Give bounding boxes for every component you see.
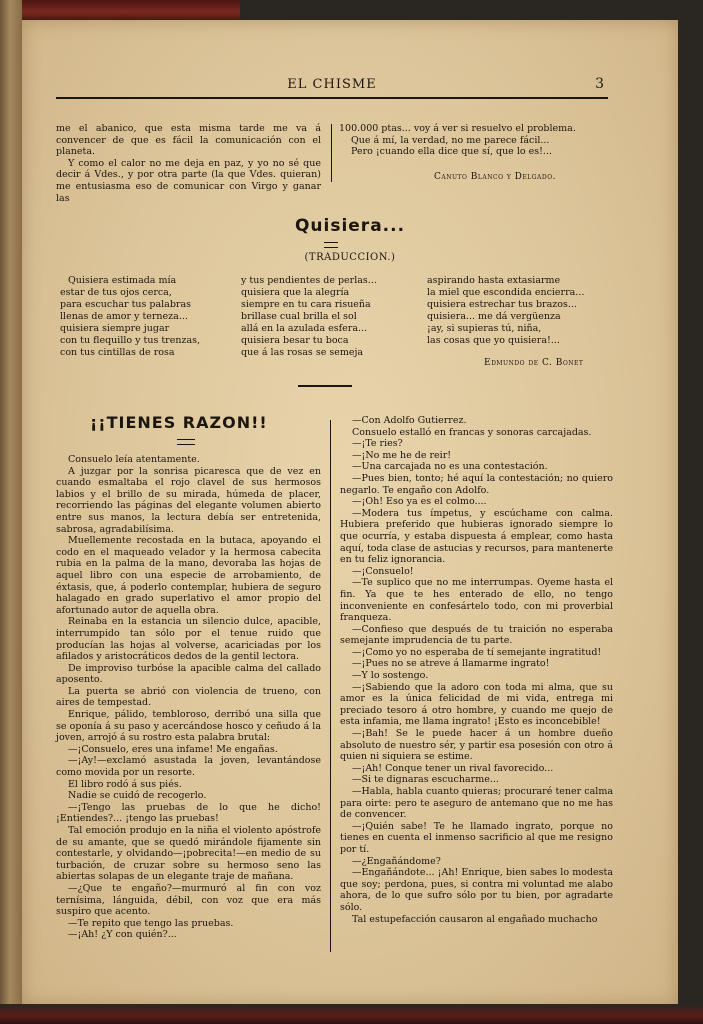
verse-line: la miel que escondida encierra... [427,287,585,298]
paragraph: —Te repito que tengo las pruebas. [68,917,234,929]
paragraph: —¡Ay!—exclamó asustada la joven, levantándose como movida por un resorte. [56,755,321,779]
verse-line: quisiera... me dá vergüenza [427,311,561,322]
paragraph: —¡Te ries? [352,438,403,450]
paragraph: Y como el calor no me deja en paz, y yo no sé que decir á Vdes., y por otra parte (la que Vdes. quieran) me entusiasma eso de comunicar con Virgo y ganar las [56,157,321,204]
poem-subtitle: (TRADUCCION.) [304,252,396,263]
paragraph: —Con Adolfo Gutierrez. [352,415,467,426]
paragraph: A juzgar por la sonrisa picaresca que de vez en cuando esmaltaba el rojo clavel de sus hermosos labios y el brillo de su mirada, húmeda de placer, recorriendo las páginas del elegante volumen abierto entre sus manos, la lectura debía ser entretenida, sabrosa, agradabilísima. [56,465,321,535]
verse-line: con tu flequillo y tus trenzas, [60,335,201,346]
poem-stanza-3 [427,275,584,347]
paragraph: —Pues bien, tonto; hé aquí la contestación; no quiero negarlo. Te engaño con Adolfo. [340,472,613,496]
title-ornament [324,242,338,248]
publication-title: EL CHISME [287,77,377,92]
paragraph: —¡Oh! Eso ya es el colmo.... [352,496,487,508]
paragraph: La puerta se abrió con violencia de trueno, con aires de tempestad. [56,685,321,709]
paragraph: —¡Consuelo! [352,565,414,577]
paragraph: —¿Engañándome? [352,855,441,867]
paragraph: —Te suplico que no me interrumpas. Oyeme hasta el fin. Ya que te hes enterado de ello, no tengo inconveniente en confesártelo todo, con mi proverbial franqueza. [340,577,613,624]
verse-line: siempre en tu cara risueña [241,299,371,310]
story-title: ¡¡TIENES RAZON!! [90,413,268,432]
text-line: Pero ¡cuando ella dice que sí, que lo es!... [351,146,552,158]
verse-line: con tus cintillas de rosa [60,347,175,358]
verse-line: aspirando hasta extasiarme [427,275,561,286]
poem-title: Quisiera... [294,216,406,236]
paragraph: me el abanico, que esta misma tarde me va á convencer de que es fácil la comunicación con el planeta. [56,123,321,158]
poem-stanza-2 [241,275,377,359]
newspaper-page [22,20,678,1006]
paragraph: Nadie se cuidó de recogerlo. [68,790,207,802]
book-bottom-band [0,1004,703,1024]
verse-line: las cosas que yo quisiera!... [427,335,560,346]
book-spine-band [0,0,240,22]
text-line: 100.000 ptas... voy á ver si resuelvo el problema. [339,123,576,134]
verse-line: que á las rosas se semeja [241,347,364,358]
paragraph: De improviso turbóse la apacible calma del callado aposento. [56,662,321,686]
verse-line: quisiera estrechar tus brazos... [427,299,577,310]
paragraph: —¡Como yo no esperaba de tí semejante ingratitud! [352,646,602,658]
page-number: 3 [595,76,604,92]
paragraph: —Y lo sostengo. [352,670,429,682]
verse-line: ¡ay, si supieras tú, niña, [427,323,542,334]
verse-line: llenas de amor y terneza... [60,311,188,322]
paragraph: —¡Consuelo, eres una infame! Me engañas. [68,743,278,755]
section-separator [298,385,352,387]
paragraph: Consuelo leía atentamente. [68,454,200,465]
paragraph: —Engañándote... ¡Ah! Enrique, bien sabes lo modesta que soy; perdona, pues, si contra mi voluntad me alabo ahora, de lo que sufro sólo por tu bien, por agradarte sólo. [340,867,613,913]
paragraph: —Una carcajada no es una contestación. [352,461,548,473]
story-right-column [340,415,613,925]
paragraph: —¡Sabiendo que la adoro con toda mi alma, que su amor es la única felicidad de mi vida, entrega mi preciado tesoro á otro hombre, y cuando me quejo de esta infamia, me llama ingrato! ¡Esto es inconcebible! [340,681,613,728]
paragraph: Tal estupefacción causaron al engañado muchacho [352,913,598,925]
poem-stanza-1 [60,275,200,359]
verse-line: y tus pendientes de perlas... [241,275,377,286]
paragraph: —¡No me he de reir! [352,449,452,461]
poem-signature: Edmundo de C. Bonet [484,358,584,368]
book-gutter [0,0,22,1024]
verse-line: allá en la azulada esfera... [241,323,368,334]
top-right-column [339,123,614,158]
paragraph: —¡Pues no se atreve á llamarme ingrato! [352,658,550,670]
paragraph: —Si te dignaras escucharme... [352,774,499,786]
paragraph: Reinaba en la estancia un silencio dulce, apacible, interrumpido tan sólo por el tenue ruido que producían las hojas al volverse, acariciadas por los afilados y aristocráticos dedos de la gentil lectora. [56,616,321,663]
text-line: Que á mí, la verdad, no me parece fácil... [351,134,550,146]
verse-line: quisiera besar tu boca [241,335,349,346]
paragraph: —Modera tus ímpetus, y escúchame con calma. Hubiera preferido que hubieras ignorado siempre lo que ocurría, y estaba dispuesta á emplear, como hasta aquí, toda clase de astucias y recursos, para mantenerte en tu feliz ignorancia. [340,507,613,566]
paragraph: —¡Ah! Conque tener un rival favorecido... [352,762,554,774]
paragraph: —¿Que te engaño?—murmuró al fin con voz ternísima, lánguida, débil, con voz que era más suspiro que acento. [56,882,321,918]
paragraph: —¡Ah! ¿Y con quién?... [68,929,177,941]
paragraph: —Habla, habla cuanto quieras; procuraré tener calma para oirte: pero te aseguro de antemano que no me has de convencer. [340,786,613,821]
paragraph: Tal emoción produjo en la niña el violento apóstrofe de su amante, que se quedó mirándole fijamente sin contestarle, y olvidando—¡pobrecita!—en medio de su turbación, de cruzar sobre su hermoso seno las abiertas solapas de un elegante traje de mañana. [56,825,321,883]
paragraph: El libro rodó á sus piés. [68,778,182,790]
column-divider [330,420,331,952]
author-signature: Canuto Blanco y Delgado. [434,172,556,182]
column-divider [331,124,332,182]
verse-line: quisiera siempre jugar [60,323,170,334]
paragraph: —Confieso que después de tu traición no esperaba semejante imprudencia de tu parte. [340,623,613,647]
verse-line: Quisiera estimada mía [68,275,177,286]
paragraph: —¡Tengo las pruebas de lo que he dicho! ¡Entiendes?... ¡tengo las pruebas! [56,801,321,825]
verse-line: para escuchar tus palabras [60,299,192,310]
paragraph: Consuelo estalló en francas y sonoras carcajadas. [352,426,592,438]
paragraph: —¡Quién sabe! Te he llamado ingrato, porque no tienes en cuenta el inmenso sacrificio al que me resigno por tí. [340,820,613,855]
top-left-column [56,123,321,204]
story-left-column [56,454,321,941]
header-rule [56,97,608,99]
paragraph: Enrique, pálido, tembloroso, derribó una silla que se oponía á su paso y acercándose hosco y ceñudo á la joven, arrojó á su rostro esta palabra brutal: [56,709,321,744]
paragraph: —¡Bah! Se le puede hacer á un hombre dueño absoluto de nuestro sér, y partir esa posesión con otro á quien ni siquiera se estime. [340,728,613,763]
paragraph: Muellemente recostada en la butaca, apoyando el codo en el maqueado velador y la hermosa cabecita rubia en la palma de la mano, devoraba las hojas de aquel libro con una especie de arrobamiento, de éxtasis, que, á poderlo contemplar, hubiera de seguro halagado en grado superlativo el amor propio del afortunado autor de aquella obra. [56,535,321,616]
page-header [56,75,608,97]
title-ornament [177,439,195,445]
verse-line: brillase cual brilla el sol [241,311,357,322]
verse-line: quisiera que la alegría [241,287,350,298]
verse-line: estar de tus ojos cerca, [60,287,172,298]
